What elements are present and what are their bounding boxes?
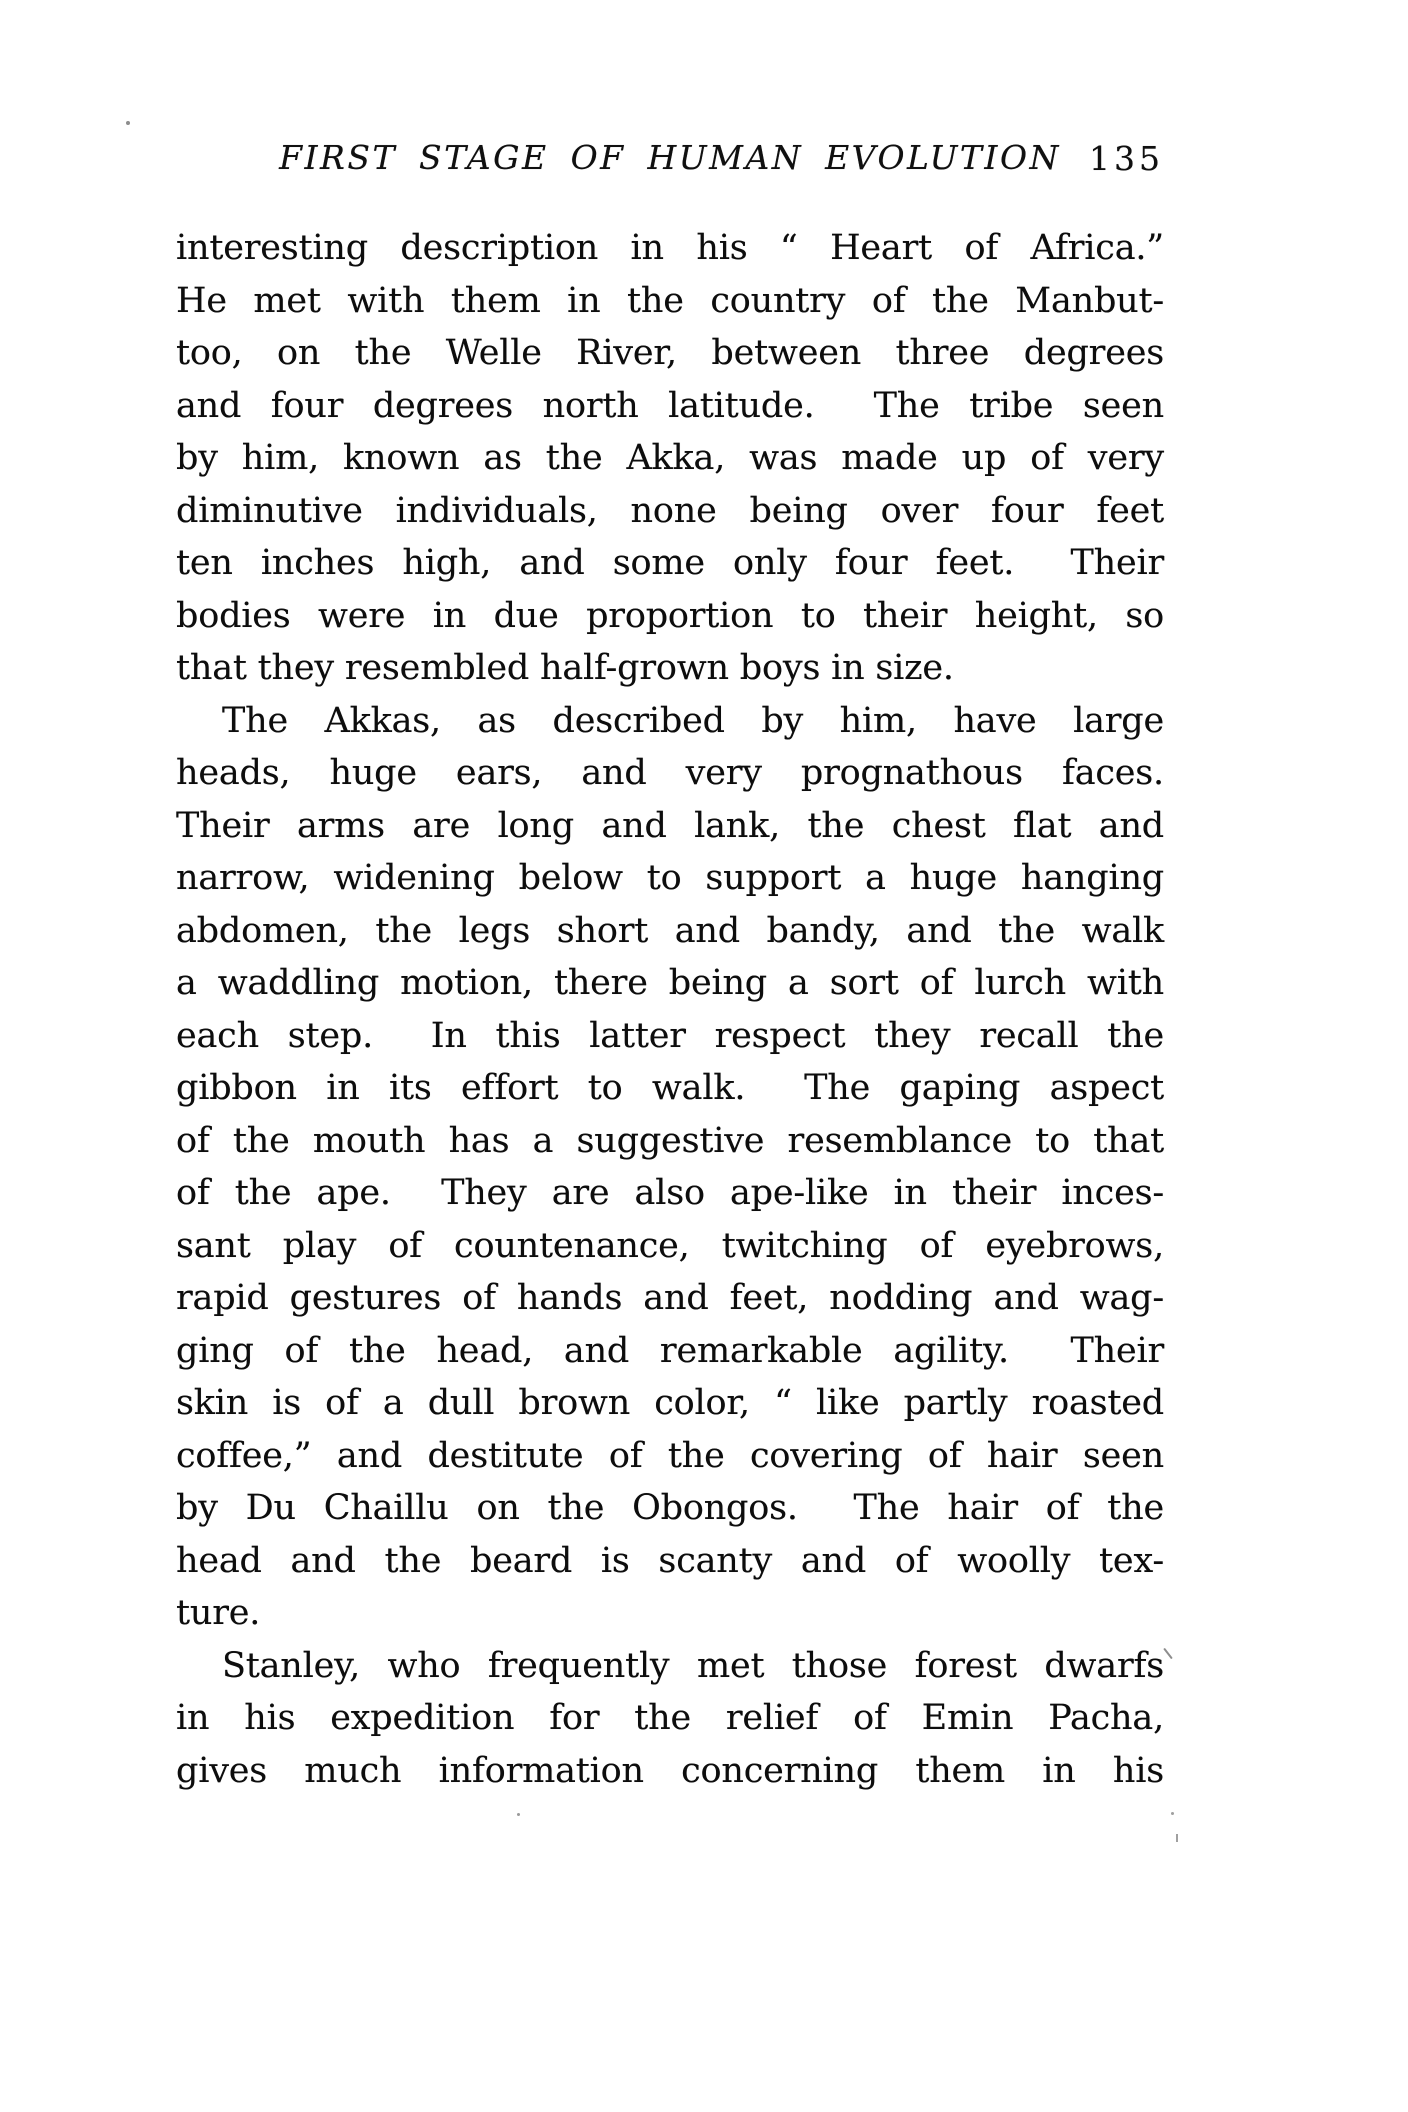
scan-artifact-dot xyxy=(126,121,130,125)
text-line: interesting description in his “ Heart of Africa.” xyxy=(176,228,1164,268)
running-header-title: FIRST STAGE OF HUMAN EVOLUTION xyxy=(279,138,1061,177)
text-line: heads, huge ears, and very prognathous faces. xyxy=(176,753,1164,793)
text-line: bodies were in due proportion to their height, so xyxy=(176,595,1164,636)
scan-artifact-tick xyxy=(1176,1834,1178,1842)
text-line: gibbon in its effort to walk. The gaping aspect xyxy=(176,1068,1164,1108)
text-line: gives much information concerning them in his xyxy=(176,1750,1164,1791)
text-line: ture. xyxy=(176,1593,261,1633)
text-line: ging of the head, and remarkable agility. Their xyxy=(176,1330,1164,1371)
scan-artifact-dot xyxy=(1171,1812,1174,1815)
text-line: by Du Chaillu on the Obongos. The hair of the xyxy=(176,1488,1164,1528)
text-line: He met with them in the country of the Manbut- xyxy=(176,280,1164,321)
text-line: narrow, widening below to support a huge hanging xyxy=(176,858,1164,898)
text-line: head and the beard is scanty and of woolly tex- xyxy=(176,1540,1164,1581)
text-line: Stanley, who frequently met those forest dwarfs xyxy=(222,1645,1164,1686)
text-line: by him, known as the Akka, was made up of very xyxy=(176,438,1164,478)
text-line: ten inches high, and some only four feet. Their xyxy=(176,543,1164,583)
scan-artifact-dot xyxy=(517,1813,520,1816)
text-line: rapid gestures of hands and feet, nodding and wag- xyxy=(176,1278,1164,1318)
text-line: abdomen, the legs short and bandy, and the walk xyxy=(176,910,1164,951)
text-line: and four degrees north latitude. The tribe seen xyxy=(176,385,1164,426)
text-line: in his expedition for the relief of Emin Pacha, xyxy=(176,1698,1164,1738)
text-line: of the ape. They are also ape-like in their inces- xyxy=(176,1173,1164,1213)
text-line: Their arms are long and lank, the chest flat and xyxy=(176,805,1164,846)
text-line: diminutive individuals, none being over four feet xyxy=(176,490,1164,531)
text-line: that they resembled half-grown boys in size. xyxy=(176,648,954,688)
text-line: of the mouth has a suggestive resemblance to that xyxy=(176,1120,1164,1161)
text-line: each step. In this latter respect they recall the xyxy=(176,1015,1164,1056)
text-line: The Akkas, as described by him, have large xyxy=(222,700,1164,741)
text-line: skin is of a dull brown color, “ like partly roasted xyxy=(176,1383,1164,1423)
scan-artifact-tick xyxy=(1163,1648,1173,1659)
text-column xyxy=(176,222,1164,1797)
text-line: coffee,” and destitute of the covering of hair seen xyxy=(176,1435,1164,1476)
text-line: too, on the Welle River, between three degrees xyxy=(176,333,1164,373)
running-header xyxy=(176,138,1164,184)
text-line: a waddling motion, there being a sort of lurch with xyxy=(176,963,1164,1003)
page-number: 135 xyxy=(1089,139,1164,178)
text-line: sant play of countenance, twitching of eyebrows, xyxy=(176,1225,1164,1266)
